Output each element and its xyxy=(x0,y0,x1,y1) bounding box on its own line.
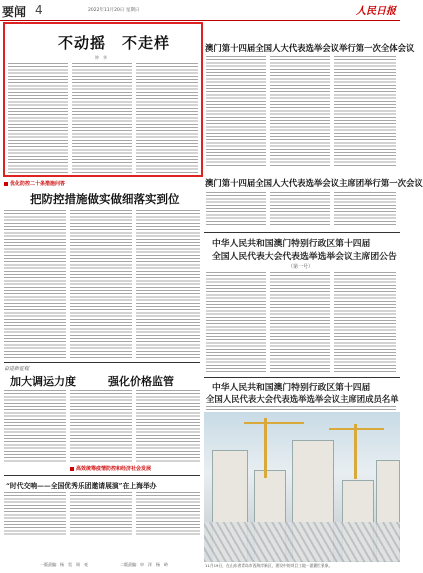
right-article-2-col2 xyxy=(270,192,330,226)
tag-square-icon xyxy=(70,467,74,471)
coordination-tag-text: 高效统筹疫情防控和经济社会发展 xyxy=(76,466,152,472)
announcement-1-col3 xyxy=(334,272,396,372)
concert-headline[interactable]: “时代交响——全国优秀乐团邀请展演”在上海举办 xyxy=(6,482,157,490)
announcement-1-title-line2[interactable]: 全国人民代表大会代表选举选举会议主席团公告 xyxy=(212,252,397,262)
tag-square-icon xyxy=(4,182,8,186)
crane-mast xyxy=(264,418,267,478)
announcement-1-col2 xyxy=(270,272,330,372)
commentary-col2 xyxy=(70,390,132,462)
bottom-left-rule xyxy=(4,475,200,476)
announcement-2-list xyxy=(206,406,396,411)
epidemic-text-col1 xyxy=(4,210,66,360)
announcement-1-number: （第一号） xyxy=(288,264,314,270)
concert-col2 xyxy=(70,492,132,537)
announcement-2-title-line1[interactable]: 中华人民共和国澳门特别行政区第十四届 xyxy=(212,383,371,393)
section-tag-epidemic xyxy=(4,180,65,187)
commentary-tag: 奋进新征程 xyxy=(4,366,30,372)
issue-date: 2022年11月20日 星期日 xyxy=(88,8,140,13)
commentary-headline-left[interactable]: 加大调运力度 xyxy=(10,375,76,388)
right-article-1-col3 xyxy=(334,56,396,166)
right-article-2-col1 xyxy=(206,192,266,226)
right-article-1-col2 xyxy=(270,56,330,166)
announcement-2-title-line2[interactable]: 全国人民代表大会代表选举选举会议主席团成员名单 xyxy=(206,394,399,404)
epidemic-text-col2 xyxy=(70,210,132,360)
announcement-1-col1 xyxy=(206,272,266,372)
announcement-1-rule xyxy=(204,232,400,233)
concert-col1 xyxy=(4,492,66,537)
announcement-1-title-line1[interactable]: 中华人民共和国澳门特别行政区第十四届 xyxy=(212,239,371,249)
commentary-col1 xyxy=(4,390,66,462)
masthead-bar xyxy=(0,0,400,20)
foreground-scaffold xyxy=(204,522,400,562)
crane-mast xyxy=(354,424,357,479)
crane-jib xyxy=(244,422,304,424)
footer-editor-right: 二版责编：申 洋 杨 岭 xyxy=(120,562,168,567)
crane-jib xyxy=(329,428,384,430)
lead-article-text-col1 xyxy=(8,63,68,173)
section-tag-coordination xyxy=(70,465,151,472)
newspaper-logo: 人民日报 xyxy=(356,6,396,17)
epidemic-text-col3 xyxy=(136,210,200,360)
section-tag-text: 优化防控二十条措施问答 xyxy=(10,181,66,187)
announcement-2-rule xyxy=(204,377,400,378)
header-rule xyxy=(0,20,400,21)
commentary-headline-right[interactable]: 强化价格监管 xyxy=(108,375,174,388)
section-name: 要闻 xyxy=(2,5,27,19)
lead-article-title[interactable]: 不动摇 不走样 xyxy=(58,34,171,52)
right-article-2-col3 xyxy=(334,192,396,226)
photo-caption: 11月19日，在山东省青岛市西海岸新区，建设中的项目工地一派繁忙景象。 xyxy=(205,563,333,568)
construction-photo xyxy=(204,412,400,562)
lead-article-byline: 钟 华 xyxy=(95,55,107,60)
footer-editor-left: 一版责编：杨 昊 周 亮 xyxy=(40,562,88,567)
right-article-1-title[interactable]: 澳门第十四届全国人大代表选举会议举行第一次全体会议 xyxy=(205,43,415,53)
lead-article-text-col3 xyxy=(136,63,198,173)
epidemic-headline[interactable]: 把防控措施做实做细落实到位 xyxy=(30,192,180,206)
concert-col3 xyxy=(136,492,200,537)
right-article-2-title[interactable]: 澳门第十四届全国人大代表选举会议主席团举行第一次会议 xyxy=(205,178,423,188)
commentary-col3 xyxy=(136,390,200,462)
page-number: 4 xyxy=(35,3,43,17)
commentary-rule xyxy=(4,362,200,363)
lead-article-text-col2 xyxy=(72,63,132,173)
right-article-1-col1 xyxy=(206,56,266,166)
